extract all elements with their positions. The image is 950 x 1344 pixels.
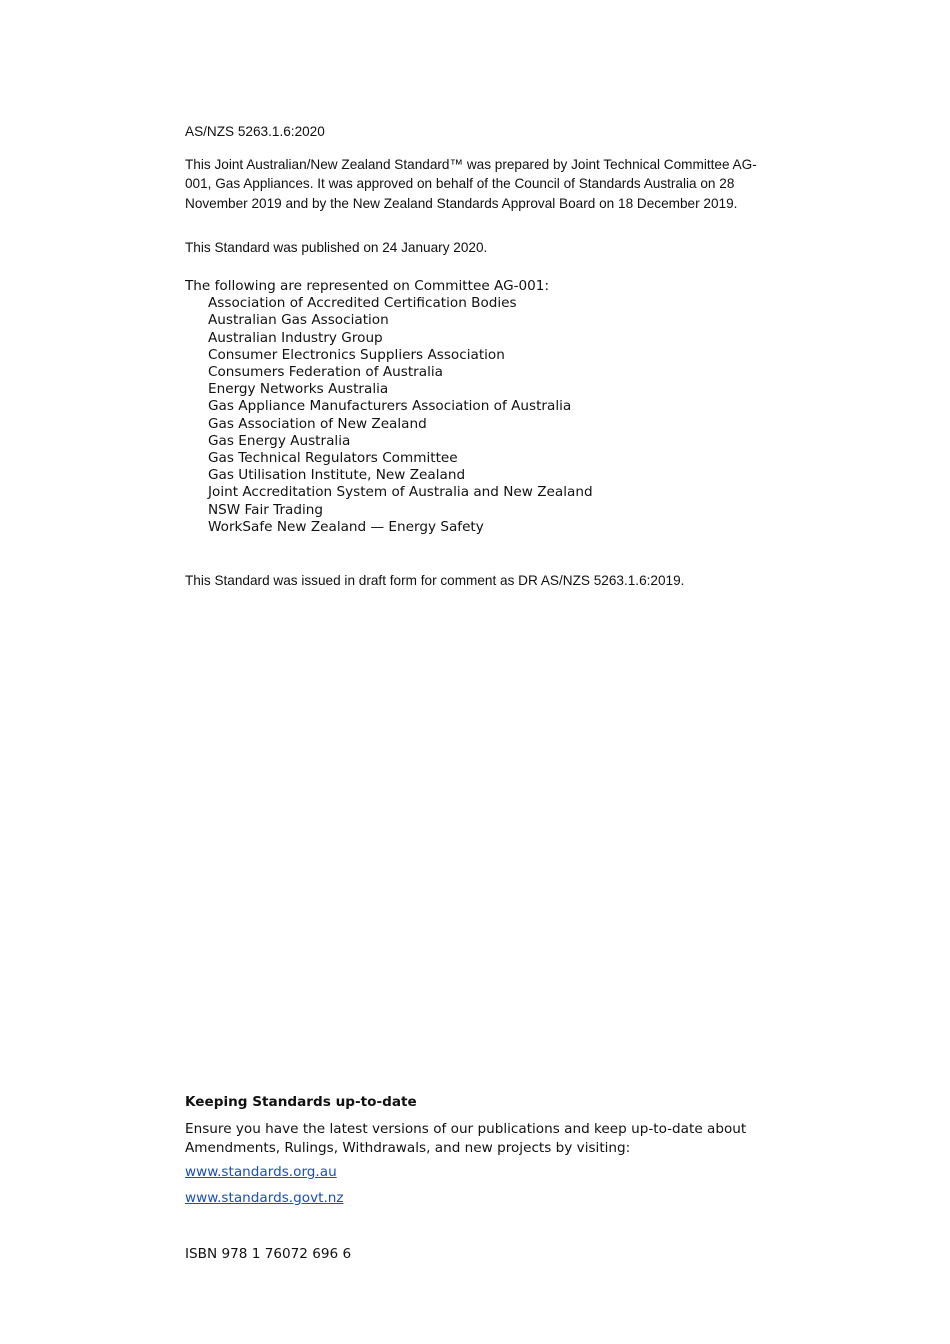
- keeping-up-to-date-heading: Keeping Standards up-to-date: [185, 1094, 417, 1110]
- standard-id: AS/NZS 5263.1.6:2020: [185, 124, 325, 139]
- standards-australia-link[interactable]: www.standards.org.au: [185, 1164, 337, 1180]
- isbn: ISBN 978 1 76072 696 6: [185, 1246, 352, 1262]
- committee-member: Joint Accreditation System of Australia and New Zealand: [208, 484, 593, 501]
- committee-member: Gas Utilisation Institute, New Zealand: [208, 467, 466, 484]
- committee-member: Energy Networks Australia: [208, 381, 389, 398]
- standards-nz-link[interactable]: www.standards.govt.nz: [185, 1190, 344, 1206]
- committee-member: Consumer Electronics Suppliers Association: [208, 346, 505, 363]
- committee-intro: The following are represented on Committee AG-001:: [185, 278, 550, 294]
- committee-member: Australian Gas Association: [208, 312, 389, 329]
- committee-member: NSW Fair Trading: [208, 501, 324, 518]
- committee-member: Gas Energy Australia: [208, 432, 351, 449]
- committee-member: Gas Association of New Zealand: [208, 415, 427, 432]
- committee-member: WorkSafe New Zealand — Energy Safety: [208, 518, 484, 535]
- committee-member: Gas Technical Regulators Committee: [208, 450, 458, 467]
- published-date: This Standard was published on 24 January 2020.: [185, 240, 488, 255]
- committee-member: Australian Industry Group: [208, 329, 383, 346]
- keeping-up-to-date-body: Ensure you have the latest versions of our publications and keep up-to-date about Amendments, Rulings, Withdrawals, and new projects by visiting:: [185, 1121, 747, 1156]
- committee-member-list: [185, 295, 775, 536]
- committee-section: [185, 278, 775, 536]
- committee-member: Gas Appliance Manufacturers Association of Australia: [208, 398, 572, 415]
- approval-paragraph: This Joint Australian/New Zealand Standard™ was prepared by Joint Technical Committee AG-001, Gas Appliances. It was approved on behalf of the Council of Standards Australia on 28 November 2019 and by the New Zealand Standards Approval Board on 18 December 2019.: [185, 157, 757, 211]
- committee-member: Consumers Federation of Australia: [208, 364, 443, 381]
- draft-notice: This Standard was issued in draft form for comment as DR AS/NZS 5263.1.6:2019.: [185, 573, 685, 588]
- committee-member: Association of Accredited Certification Bodies: [208, 295, 517, 312]
